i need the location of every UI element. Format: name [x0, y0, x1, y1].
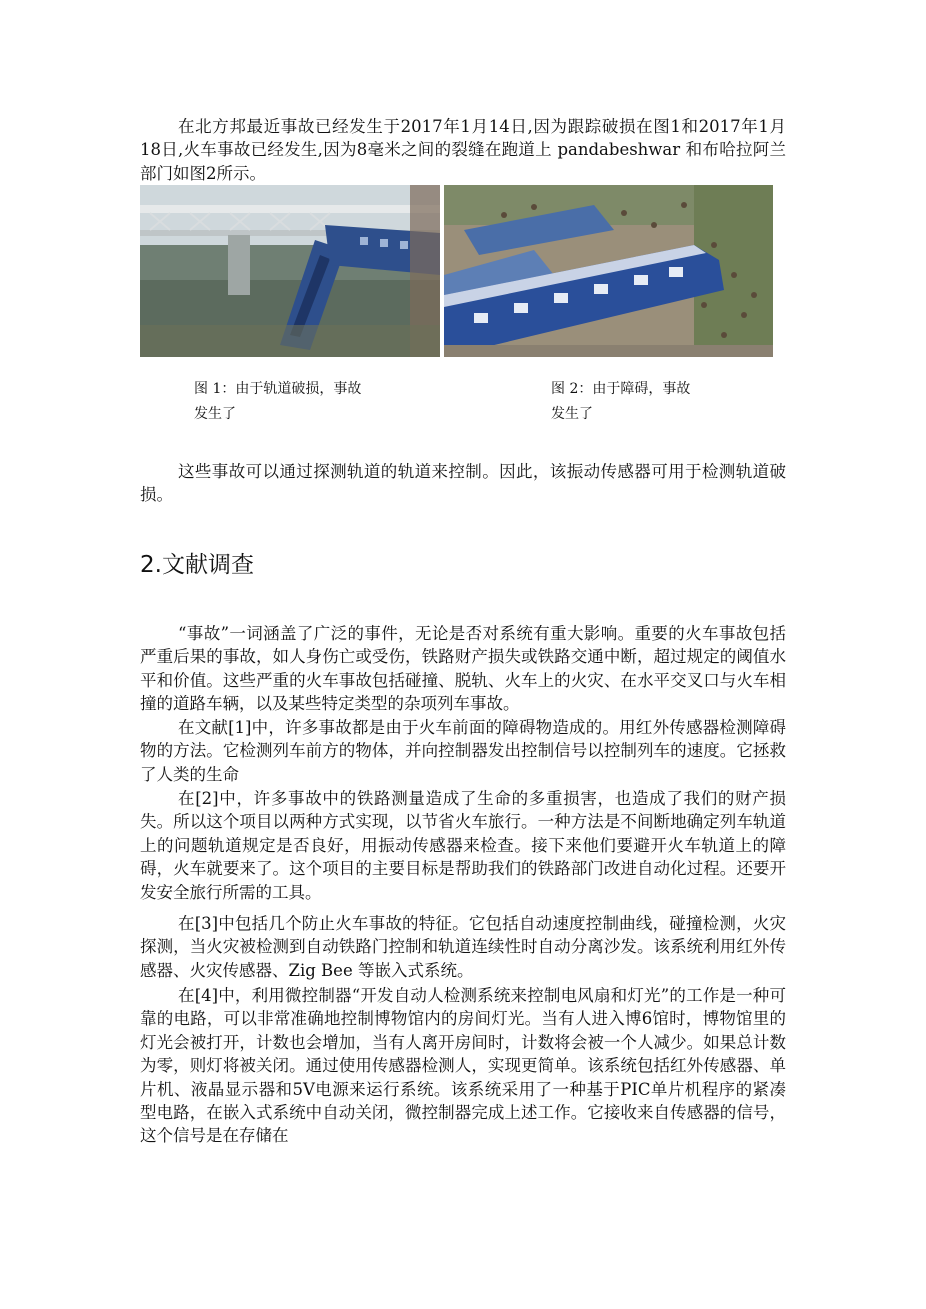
summary-paragraph: 这些事故可以通过探测轨道的轨道来控制。因此，该振动传感器可用于检测轨道破损。: [140, 462, 786, 505]
literature-paragraph-5: 在[4]中，利用微控制器“开发自动人检测系统来控制电风扇和灯光”的工作是一种可靠的电路，可以非常准确地控制博物馆内的房间灯光。当有人进入博6馆时，博物馆里的灯光会被打开，计数也会增加，当有人离开房间时，计数将会被一个人减少。如果总计数为零，则灯将被关闭。通过使用传感器检测人，实现更简单。该系统包括红外传感器、单片机、液晶显示器和5V电源来运行系统。该系统采用了一种基于PIC单片机程序的紧凑型电路，在嵌入式系统中自动关闭，微控制器完成上述工作。它接收来自传感器的信号，这个信号是在存储在: [140, 986, 786, 1146]
intro-paragraph: 在北方邦最近事故已经发生于2017年1月14日,因为跟踪破损在图1和2017年1月18日,火车事故已经发生,因为8毫米之间的裂缝在跑道上 pandabeshwar 和布哈拉阿兰部门如图2所示。: [140, 117, 786, 183]
figure1-photo: [140, 185, 440, 357]
section-heading: 2.文献调查: [140, 552, 254, 578]
literature-paragraph-3: 在[2]中，许多事故中的铁路测量造成了生命的多重损害，也造成了我们的财产损失。所以这个项目以两种方式实现，以节省火车旅行。一种方法是不间断地确定列车轨道上的问题轨道规定是否良好，用振动传感器来检查。接下来他们要避开火车轨道上的障碍，火车就要来了。这个项目的主要目标是帮助我们的铁路部门改进自动化过程。还要开发安全旅行所需的工具。: [140, 789, 786, 902]
derailed-train-crowd-icon: [444, 185, 773, 357]
figure2-photo: [444, 185, 773, 357]
figure2-caption: 图 2：由于障碍，事故发生了: [551, 381, 691, 422]
literature-paragraph-4: 在[3]中包括几个防止火车事故的特征。它包括自动速度控制曲线，碰撞检测，火灾探测，当火灾被检测到自动铁路门控制和轨道连续性时自动分离沙发。该系统利用红外传感器、火灾传感器、Zig Bee 等嵌入式系统。: [140, 914, 786, 980]
derailed-train-bridge-icon: [140, 185, 440, 357]
literature-paragraph-1: “事故”一词涵盖了广泛的事件，无论是否对系统有重大影响。重要的火车事故包括严重后果的事故，如人身伤亡或受伤，铁路财产损失或铁路交通中断，超过规定的阈值水平和价值。这些严重的火车事故包括碰撞、脱轨、火车上的火灾、在水平交叉口与火车相撞的道路车辆，以及某些特定类型的杂项列车事故。: [140, 624, 786, 714]
literature-paragraph-2: 在文献[1]中，许多事故都是由于火车前面的障碍物造成的。用红外传感器检测障碍物的方法。它检测列车前方的物体，并向控制器发出控制信号以控制列车的速度。它拯救了人类的生命: [140, 718, 786, 784]
figure1-caption: 图 1：由于轨道破损，事故发生了: [194, 381, 362, 422]
